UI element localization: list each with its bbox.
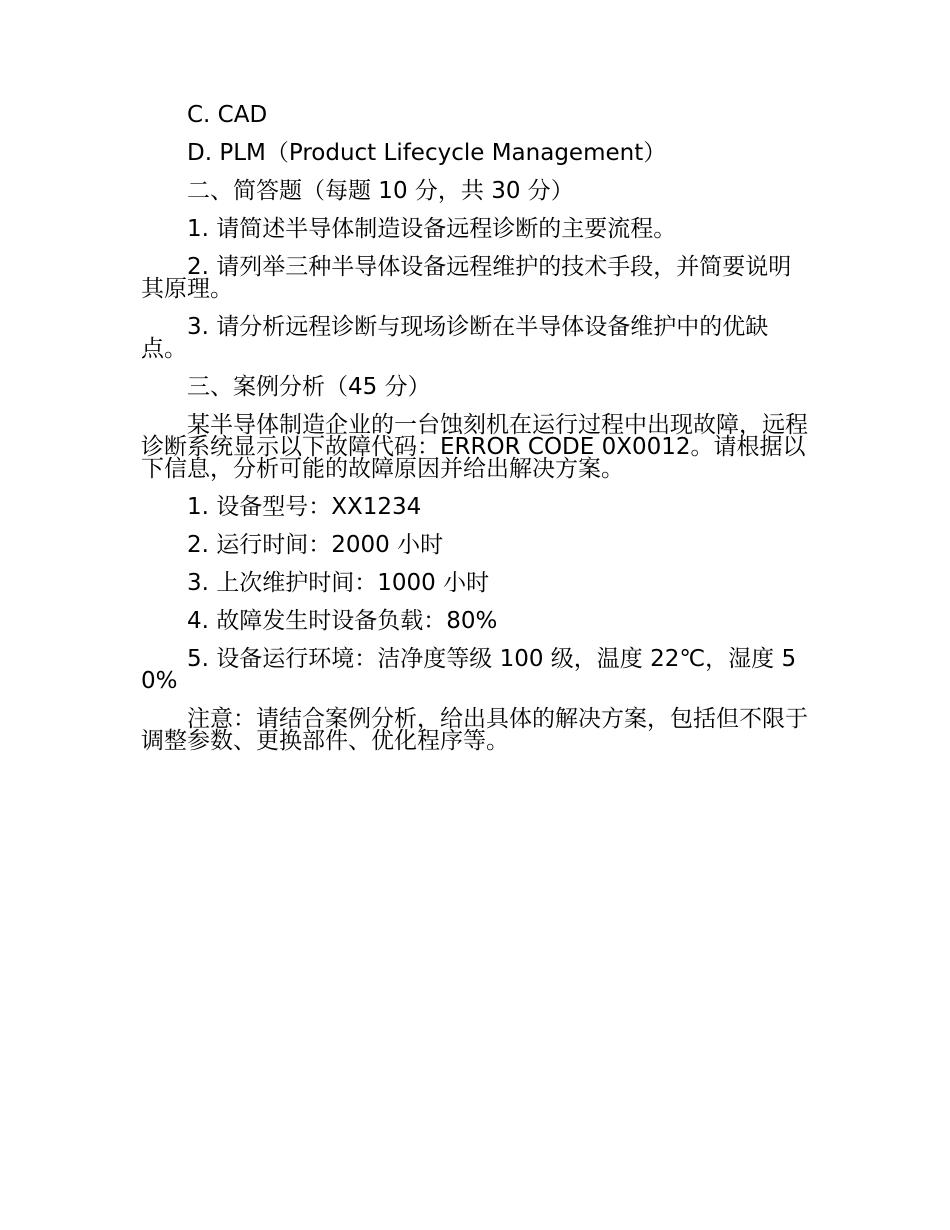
case-item-3: 3. 上次维护时间：1000 小时 (187, 570, 490, 596)
case-item-2: 2. 运行时间：2000 小时 (187, 532, 444, 558)
note: 注意：请结合案例分析，给出具体的解决方案，包括但不限于调整参数、更换部件、优化程序等。 (141, 706, 808, 754)
option-d: D. PLM（Product Lifecycle Management） (187, 140, 667, 166)
case-description: 某半导体制造企业的一台蚀刻机在运行过程中出现故障，远程诊断系统显示以下故障代码：ERROR CODE 0X0012。请根据以下信息，分析可能的故障原因并给出解决方案。 (141, 412, 808, 482)
question-2: 2. 请列举三种半导体设备远程维护的技术手段，并简要说明其原理。 (141, 254, 792, 302)
section-heading-case-study: 三、案例分析（45 分） (187, 374, 431, 400)
case-item-5: 5. 设备运行环境：洁净度等级 100 级，温度 22℃，湿度 50% (141, 646, 797, 694)
question-1: 1. 请简述半导体制造设备远程诊断的主要流程。 (187, 216, 677, 242)
case-item-1: 1. 设备型号：XX1234 (187, 494, 422, 520)
option-c: C. CAD (187, 102, 268, 128)
document-body (141, 104, 813, 752)
case-item-4: 4. 故障发生时设备负载：80% (187, 608, 498, 634)
section-heading-short-answer: 二、简答题（每题 10 分，共 30 分） (187, 178, 574, 204)
question-3: 3. 请分析远程诊断与现场诊断在半导体设备维护中的优缺点。 (141, 314, 769, 362)
